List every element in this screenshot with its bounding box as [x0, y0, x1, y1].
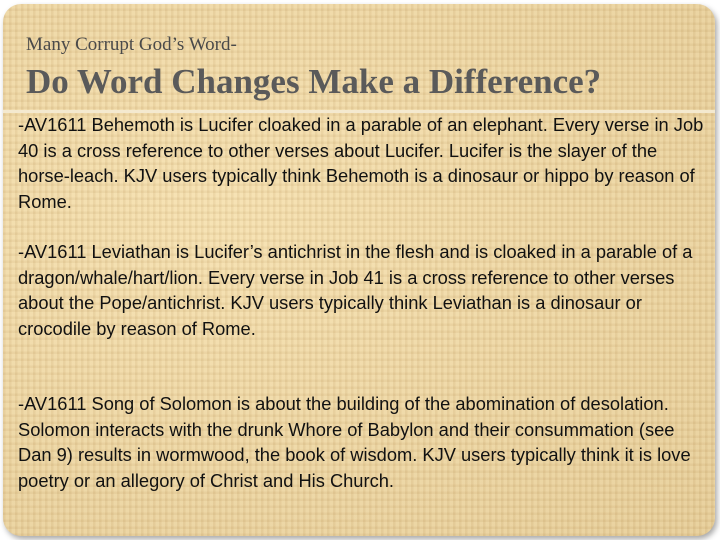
slide [3, 4, 715, 536]
paragraph-leviathan: -AV1611 Leviathan is Lucifer’s antichrist in the flesh and is cloaked in a parable of a dragon/whale/hart/lion. Every verse in Job 41 is a cross reference to other verses about the Pope/antichrist. KJV users typically think Leviathan is a dinosaur or crocodile by reason of Rome. [18, 241, 693, 339]
paragraph-song-of-solomon: -AV1611 Song of Solomon is about the building of the abomination of desolation. Solomon interacts with the drunk Whore of Babylon and their consummation (see Dan 9) results in wormwood, the book of wisdom. KJV users typically think it is love poetry or an allegory of Christ and His Church. [18, 393, 691, 491]
slide-subtitle: Many Corrupt God’s Word- [26, 34, 237, 55]
paragraph-behemoth: -AV1611 Behemoth is Lucifer cloaked in a parable of an elephant. Every verse in Job 40 is a cross reference to other verses about Lucifer. Lucifer is the slayer of the horse-leach. KJV users typically think Behemoth is a dinosaur or hippo by reason of Rome. [18, 114, 704, 212]
slide-title: Do Word Changes Make a Difference? [26, 62, 602, 101]
